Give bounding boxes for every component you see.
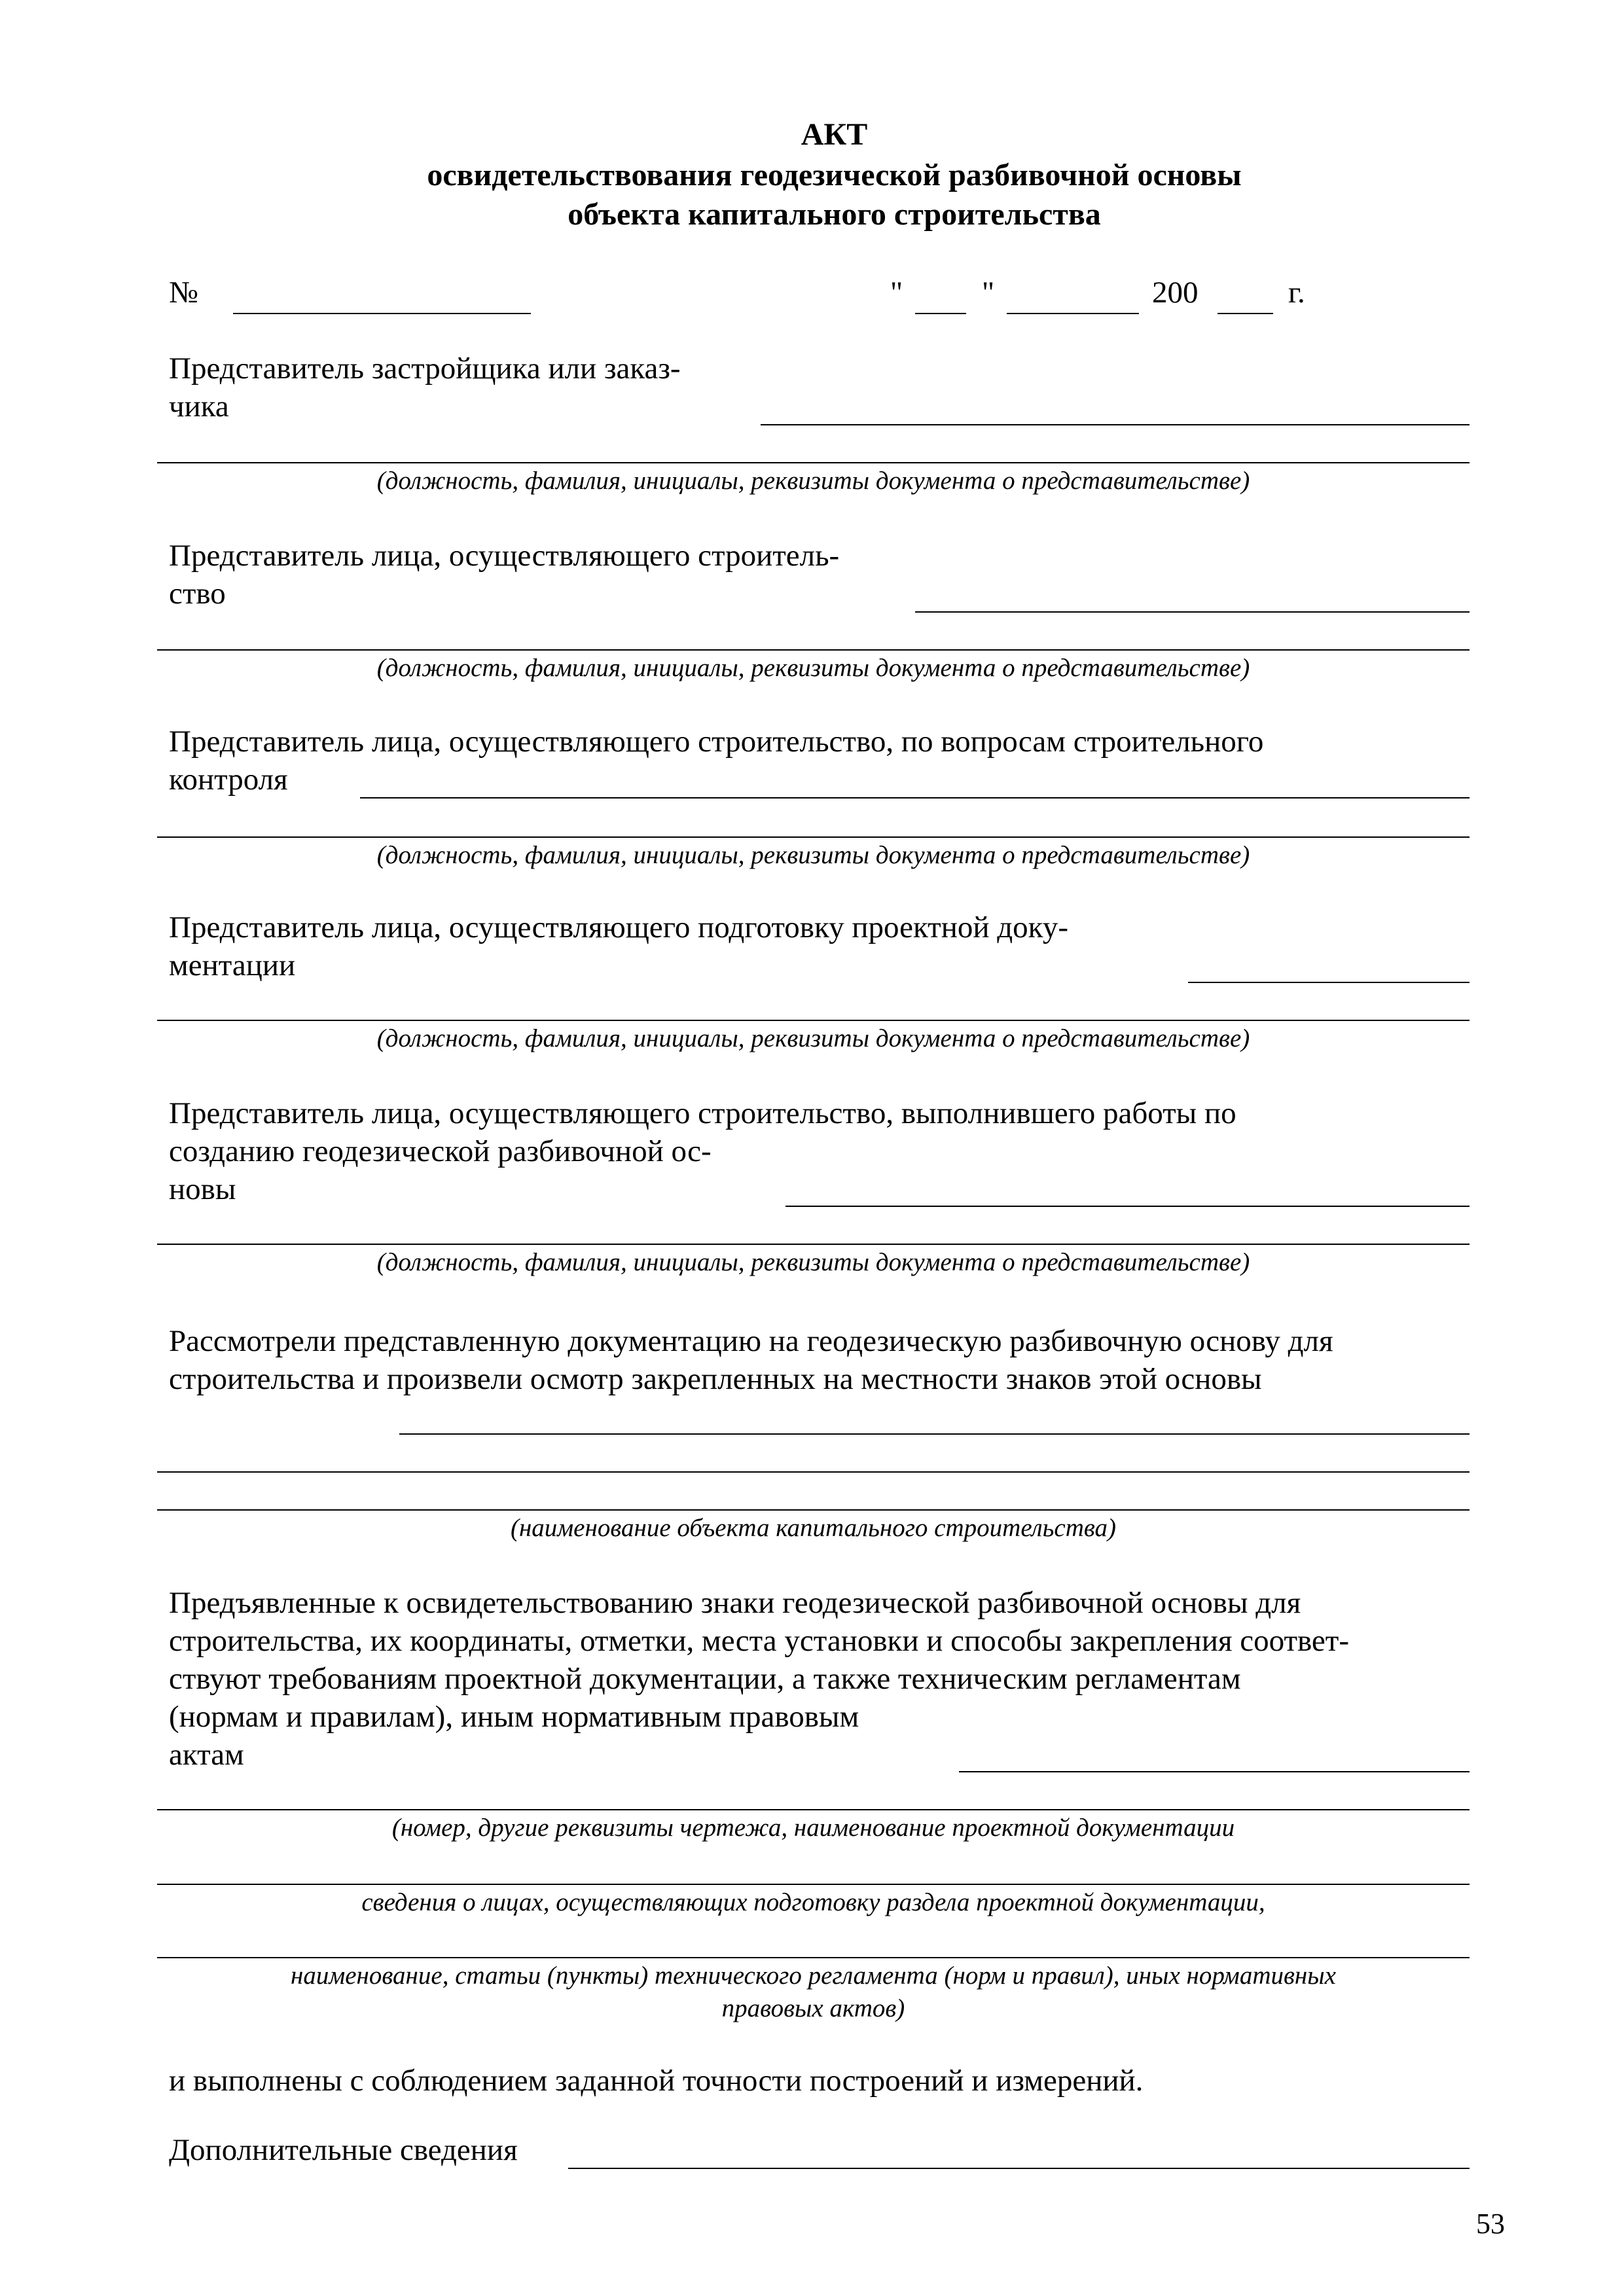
developer-field[interactable] <box>761 424 1470 425</box>
control-label-line-2: контроля <box>169 762 288 797</box>
act-subtitle-1: освидетельствования геодезической разбивочной основы <box>427 158 1242 192</box>
geodesy-label-line-2: созданию геодезической разбивочной ос- <box>169 1134 712 1168</box>
date-day-field[interactable] <box>915 313 966 314</box>
object-name-field-line-3[interactable] <box>157 1509 1470 1511</box>
designer-label-line-1: Представитель лица, осуществляющего подготовку проектной доку- <box>169 910 1068 944</box>
control-caption: (должность, фамилия, инициалы, реквизиты документа о представительстве) <box>376 841 1250 869</box>
reviewed-text-line-1: Рассмотрели представленную документацию на геодезическую разбивочную основу для <box>169 1324 1333 1358</box>
date-month-field[interactable] <box>1007 313 1139 314</box>
developer-label-line-1: Представитель застройщика или заказ- <box>169 351 681 386</box>
regulation-caption-line-2: правовых актов) <box>721 1994 905 2022</box>
act-title: АКТ <box>801 117 868 152</box>
developer-caption: (должность, фамилия, инициалы, реквизиты документа о представительстве) <box>376 467 1250 495</box>
persons-caption: сведения о лицах, осуществляющих подготовку раздела проектной документации, <box>361 1888 1265 1916</box>
geodesy-field-line-2[interactable] <box>157 1244 1470 1245</box>
persons-field[interactable] <box>157 1884 1470 1885</box>
act-subtitle-2: объекта капитального строительства <box>568 197 1101 232</box>
presented-text-line-3: ствуют требованиям проектной документации, а также техническим регламентам <box>169 1662 1241 1696</box>
regulation-caption-line-1: наименование, статьи (пункты) технического регламента (норм и правил), иных нормативных <box>291 1962 1336 1990</box>
geodesy-label-line-3: новы <box>169 1172 236 1206</box>
developer-field-line-2[interactable] <box>157 462 1470 463</box>
presented-text-line-5: актам <box>169 1738 244 1772</box>
builder-field-line-2[interactable] <box>157 649 1470 651</box>
drawing-caption: (номер, другие реквизиты чертежа, наименование проектной документации <box>391 1814 1235 1842</box>
accuracy-text: и выполнены с соблюдением заданной точности построений и измерений. <box>169 2064 1144 2098</box>
presented-text-line-1: Предъявленные к освидетельствованию знаки геодезической разбивочной основы для <box>169 1586 1301 1620</box>
additional-info-label: Дополнительные сведения <box>169 2133 518 2167</box>
developer-label-line-2: чика <box>169 389 229 423</box>
control-label-line-1: Представитель лица, осуществляющего строительство, по вопросам строительного <box>169 725 1264 759</box>
year-suffix: г. <box>1288 276 1305 310</box>
object-name-field[interactable] <box>399 1433 1470 1435</box>
builder-label-line-1: Представитель лица, осуществляющего строитель- <box>169 539 840 573</box>
date-quote-open: " <box>890 276 903 310</box>
designer-field[interactable] <box>1188 982 1470 983</box>
date-quote-close: " <box>982 276 995 310</box>
presented-text-line-4: (нормам и правилам), иным нормативным правовым <box>169 1700 859 1734</box>
control-field[interactable] <box>360 797 1470 798</box>
page-number: 53 <box>1476 2208 1505 2240</box>
documentation-field[interactable] <box>959 1771 1470 1772</box>
year-prefix: 200 <box>1152 276 1199 310</box>
reviewed-text-line-2: строительства и произвели осмотр закрепленных на местности знаков этой основы <box>169 1362 1262 1396</box>
designer-caption: (должность, фамилия, инициалы, реквизиты документа о представительстве) <box>376 1024 1250 1052</box>
builder-caption: (должность, фамилия, инициалы, реквизиты документа о представительстве) <box>376 654 1250 682</box>
geodesy-label-line-1: Представитель лица, осуществляющего строительство, выполнившего работы по <box>169 1096 1236 1130</box>
builder-label-line-2: ство <box>169 577 226 611</box>
designer-field-line-2[interactable] <box>157 1020 1470 1021</box>
number-sign: № <box>169 276 198 310</box>
regulation-field[interactable] <box>157 1957 1470 1958</box>
act-number-field[interactable] <box>233 313 531 314</box>
object-name-field-line-2[interactable] <box>157 1471 1470 1473</box>
object-name-caption: (наименование объекта капитального строительства) <box>510 1514 1117 1542</box>
designer-label-line-2: ментации <box>169 948 296 982</box>
drawing-field[interactable] <box>157 1809 1470 1810</box>
presented-text-line-2: строительства, их координаты, отметки, места установки и способы закрепления соответ- <box>169 1624 1349 1658</box>
builder-field[interactable] <box>915 611 1470 613</box>
control-field-line-2[interactable] <box>157 836 1470 838</box>
geodesy-caption: (должность, фамилия, инициалы, реквизиты документа о представительстве) <box>376 1248 1250 1276</box>
geodesy-field[interactable] <box>785 1206 1470 1207</box>
date-year-field[interactable] <box>1218 313 1273 314</box>
additional-info-field[interactable] <box>568 2168 1470 2169</box>
